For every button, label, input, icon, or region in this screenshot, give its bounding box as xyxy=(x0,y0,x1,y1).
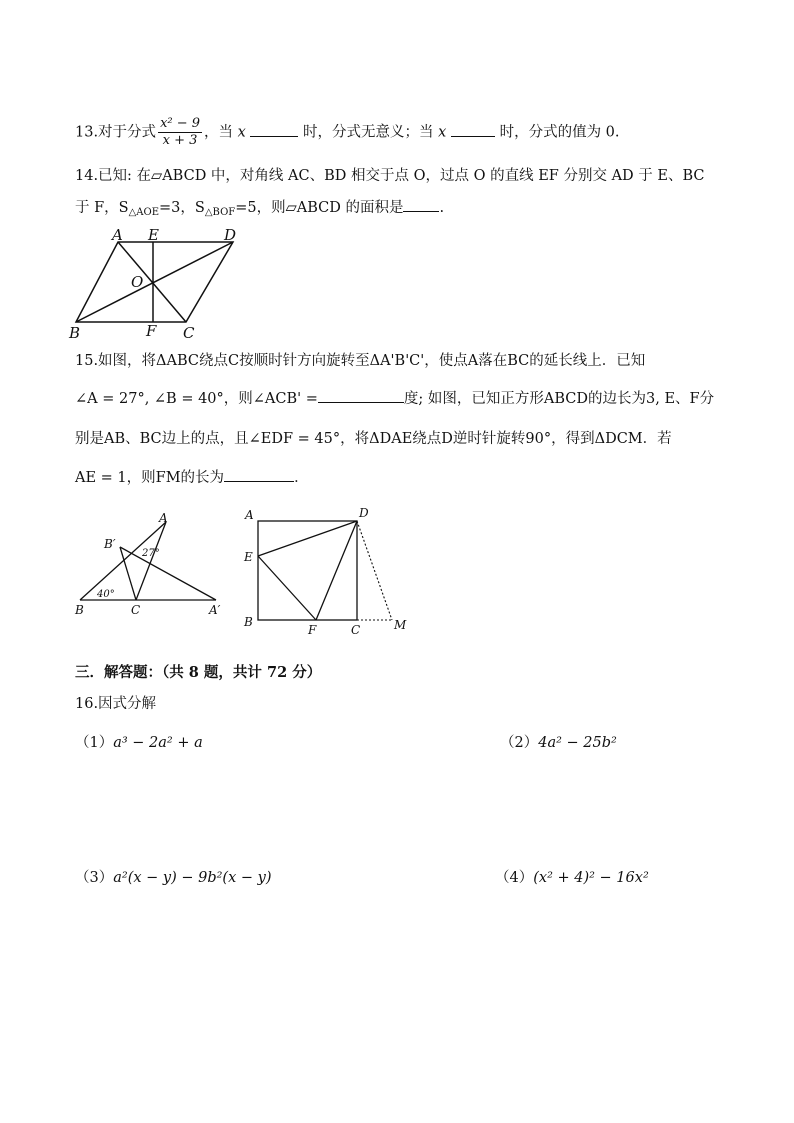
q15-text-4b: ． xyxy=(294,470,309,486)
q15-text-2a: ∠A = 27°, ∠B = 40°，则∠ACB' = xyxy=(75,391,318,407)
label-A: A xyxy=(112,226,123,244)
label-A: A xyxy=(245,508,254,522)
figure-rotation xyxy=(70,510,230,620)
figure-square xyxy=(240,503,410,638)
q13-var-1: x xyxy=(237,124,246,141)
label-C: C xyxy=(351,623,361,637)
q16-p4-expr: (x² + 4)² − 16x² xyxy=(533,870,649,886)
q14-text-d: . xyxy=(439,200,445,216)
diagonal-ac xyxy=(118,242,186,322)
q13-text-1: ，当 xyxy=(204,124,238,141)
label-C: C xyxy=(183,324,195,342)
q15-text-2b: 度; 如图，已知正方形ABCD的边长为3, E、F分 xyxy=(403,391,715,407)
q16-p1-label: （1） xyxy=(75,735,114,751)
q16-p1-expr: a³ − 2a² + a xyxy=(113,735,203,751)
q16-part-2 xyxy=(500,733,617,753)
q16-part-3 xyxy=(75,868,271,888)
q14-sub-bof: △BOF xyxy=(204,207,236,218)
q14-text-b: =3，S xyxy=(159,200,205,216)
angle-40-label: 40° xyxy=(97,589,115,600)
q15-text-4a: AE = 1，则FM的长为 xyxy=(75,470,225,486)
q13-blank-2 xyxy=(451,122,495,137)
figure-parallelogram xyxy=(66,225,246,343)
label-E: E xyxy=(244,550,253,564)
question-13 xyxy=(75,116,620,149)
q14-sub-aoe: △AOE xyxy=(128,207,160,218)
label-O: O xyxy=(131,273,144,291)
segment-bp-ap xyxy=(120,547,216,600)
q16-part-1 xyxy=(75,733,203,753)
q16-part-4 xyxy=(495,868,649,888)
q13-var-2: x xyxy=(438,124,447,141)
label-A-prime: A′ xyxy=(209,603,221,617)
q14-text-c: =5，则▱ABCD 的面积是 xyxy=(235,200,404,216)
angle-27-label: 27° xyxy=(142,548,160,559)
q15-line-2 xyxy=(75,388,714,409)
q16-title: 16.因式分解 xyxy=(75,696,157,712)
q16-p3-expr: a²(x − y) − 9b²(x − y) xyxy=(113,870,272,886)
q15-blank-2 xyxy=(224,467,294,482)
q14-line-2 xyxy=(75,197,444,223)
square-abcd xyxy=(258,521,357,620)
q16-p4-label: （4） xyxy=(495,870,534,886)
q13-prefix: 13.对于分式 xyxy=(75,124,157,141)
q14-text-a: 于 F，S xyxy=(75,200,129,216)
segment-dm xyxy=(357,521,392,620)
q15-line-3: 别是AB、BC边上的点，且∠EDF = 45°，将ΔDAE绕点D逆时针旋转90°，得到ΔDCM．若 xyxy=(75,431,672,447)
q13-blank-1 xyxy=(250,122,298,137)
label-B: B xyxy=(69,324,81,342)
q13-text-2: 时，分式无意义；当 xyxy=(298,124,439,141)
q15-line-4 xyxy=(75,467,309,488)
label-A: A xyxy=(159,511,168,525)
label-B: B xyxy=(244,615,253,629)
q14-line-1: 14.已知: 在▱ABCD 中，对角线 AC、BD 相交于点 O，过点 O 的直线 EF 分别交 AD 于 E、BC xyxy=(75,168,705,184)
label-C: C xyxy=(131,603,141,617)
segment-ca xyxy=(136,522,166,600)
segment-ef xyxy=(258,556,316,620)
label-F: F xyxy=(308,623,317,637)
q13-fraction xyxy=(158,116,202,149)
segment-df xyxy=(316,521,357,620)
label-D: D xyxy=(359,506,369,520)
label-F: F xyxy=(146,322,157,340)
segment-de xyxy=(258,521,357,556)
q14-blank xyxy=(403,197,439,212)
label-B: B xyxy=(75,603,84,617)
q16-p2-label: （2） xyxy=(500,735,539,751)
q15-blank-1 xyxy=(318,388,404,403)
q13-text-3: 时，分式的值为 0. xyxy=(494,124,620,141)
q15-line-1: 15.如图，将ΔABC绕点C按顺时针方向旋转至ΔA'B'C'，使点A落在BC的延长线上．已知 xyxy=(75,353,646,369)
segment-ba xyxy=(80,522,166,600)
q13-denominator: x + 3 xyxy=(162,133,198,148)
section-3-title: 三．解答题：（共 8 题，共计 72 分） xyxy=(75,664,322,681)
label-E: E xyxy=(148,226,159,244)
q13-numerator: x² − 9 xyxy=(160,116,201,131)
label-D: D xyxy=(224,226,237,244)
q16-p2-expr: 4a² − 25b² xyxy=(538,735,617,751)
label-M: M xyxy=(394,618,407,632)
label-B-prime: B′ xyxy=(104,537,116,551)
q16-p3-label: （3） xyxy=(75,870,114,886)
